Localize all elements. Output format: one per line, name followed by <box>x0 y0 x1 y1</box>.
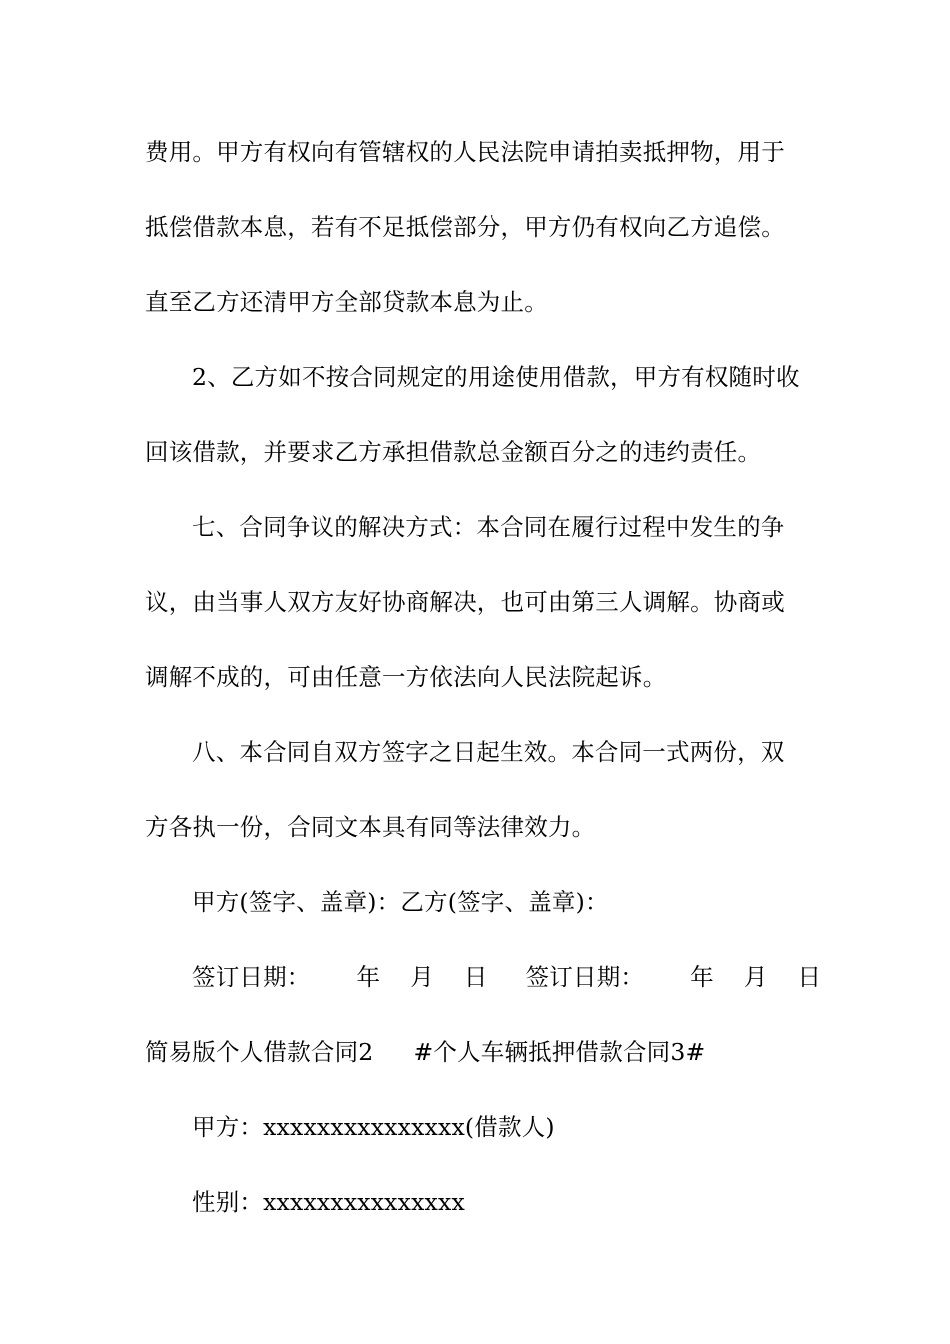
clause-7-line-2: 议，由当事人双方友好协商解决，也可由第三人调解。协商或 <box>145 588 785 616</box>
clause-7-line-1: 七、合同争议的解决方式：本合同在履行过程中发生的争 <box>192 513 785 541</box>
contract-heading-line <box>145 1036 825 1068</box>
signing-date-year-a: 年 <box>356 963 381 991</box>
party-a-line: 甲方：xxxxxxxxxxxxxxx(借款人) <box>192 1113 555 1141</box>
clause-2-line-1: 2、乙方如不按合同规定的用途使用借款，甲方有权随时收 <box>192 363 800 391</box>
signing-date-line <box>192 961 872 993</box>
signing-date-day-b: 日 <box>797 963 822 991</box>
signing-date-month-b: 月 <box>743 963 768 991</box>
gender-line: 性别：xxxxxxxxxxxxxxx <box>192 1188 465 1216</box>
signing-date-year-b: 年 <box>690 963 714 991</box>
signing-date-day-a: 日 <box>463 963 488 991</box>
signing-date-label-b: 签订日期： <box>525 963 645 991</box>
text-line-2: 抵偿借款本息，若有不足抵偿部分，甲方仍有权向乙方追偿。 <box>145 213 785 241</box>
text-line-3: 直至乙方还清甲方全部贷款本息为止。 <box>145 288 548 316</box>
contract-title-vehicle: #个人车辆抵押借款合同3# <box>413 1038 706 1066</box>
clause-8-line-2: 方各执一份，合同文本具有同等法律效力。 <box>145 813 596 841</box>
contract-title-simple: 简易版个人借款合同2 <box>145 1038 374 1066</box>
clause-7-line-3: 调解不成的，可由任意一方依法向人民法院起诉。 <box>145 663 667 691</box>
clause-8-line-1: 八、本合同自双方签字之日起生效。本合同一式两份，双 <box>192 738 785 766</box>
signature-line: 甲方(签字、盖章)：乙方(签字、盖章)： <box>192 888 609 916</box>
signing-date-month-a: 月 <box>410 963 434 991</box>
clause-2-line-2: 回该借款，并要求乙方承担借款总金额百分之的违约责任。 <box>145 438 762 466</box>
signing-date-label-a: 签订日期： <box>192 963 311 991</box>
text-line-1: 费用。甲方有权向有管辖权的人民法院申请拍卖抵押物，用于 <box>145 138 785 166</box>
